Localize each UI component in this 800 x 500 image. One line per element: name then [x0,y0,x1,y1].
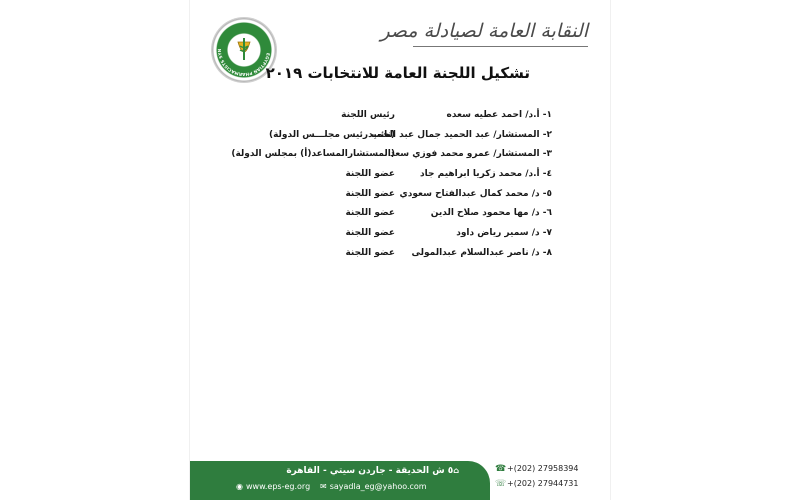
list-item [190,208,610,228]
member-name: ٥- د/ محمد كمال عبدالفتاح سعودي [399,188,552,199]
member-role: (المستشارالمساعد(أ) بمجلس الدولة) [231,149,395,160]
list-item [190,248,610,268]
member-role: رئيس اللجنة [341,110,395,120]
globe-icon: ◉ [236,482,243,491]
document-title: تشكيل اللجنة العامة للانتخابات ٢٠١٩ [265,64,530,82]
organization-name: النقابة العامة لصيادلة مصر [380,20,588,42]
header-divider [413,46,588,47]
footer-contact-band [190,461,490,500]
phone-line [493,479,610,494]
member-name: ٢- المستشار/ عبد الحميد جمال عبد الحميد [368,129,552,140]
fax-icon: ☏ [495,479,507,489]
mail-icon: ✉ [320,482,327,491]
footer-address [286,466,462,476]
member-role: عضو اللجنة [345,228,395,239]
footer-email[interactable] [320,482,427,491]
list-item [190,228,610,248]
list-item [190,149,610,169]
phone-number: +(202) 27944731 [507,479,579,488]
letterhead-footer [190,461,610,500]
phone-number: +(202) 27958394 [507,464,579,473]
member-role: عضو اللجنة [345,169,395,180]
member-name: ٤- أ.د/ محمد زكريا ابراهيم جاد [420,169,552,180]
member-role: (نائب رئيس مجلـــس الدولة) [268,129,395,140]
letter-page [190,0,610,500]
member-role: عضو اللجنة [345,247,395,258]
phone-icon: ☎ [495,464,507,474]
member-name: ٨- د/ ناصر عبدالسلام عبدالمولى [411,247,552,258]
email-text: sayadla_eg@yahoo.com [329,482,427,491]
address-text: ٥ ش الحديقة - جاردن سيتي - القاهرة [286,466,454,476]
list-item [190,110,610,130]
member-name: ٧- د/ سمير رياض داود [456,228,552,239]
member-role: عضو اللجنة [345,188,395,199]
footer-phones [493,464,610,498]
website-text: www.eps-eg.org [245,482,311,491]
member-name: ٦- د/ مها محمود صلاح الدين [430,208,552,219]
list-item [190,169,610,189]
list-item [190,130,610,150]
member-name: ٣- المستشار/ عمرو محمد فوزي سعد [390,149,552,160]
logo-caption: EGYPTIAN PHARMACISTS SYN [216,48,271,78]
list-item [190,189,610,209]
home-icon: ⌂ [453,466,459,475]
member-role: عضو اللجنة [345,208,395,219]
member-name: ١- أ.د/ احمد عطيه سعده [446,110,552,120]
phone-line [493,464,610,479]
footer-website[interactable] [236,482,310,491]
committee-member-list [190,110,610,268]
